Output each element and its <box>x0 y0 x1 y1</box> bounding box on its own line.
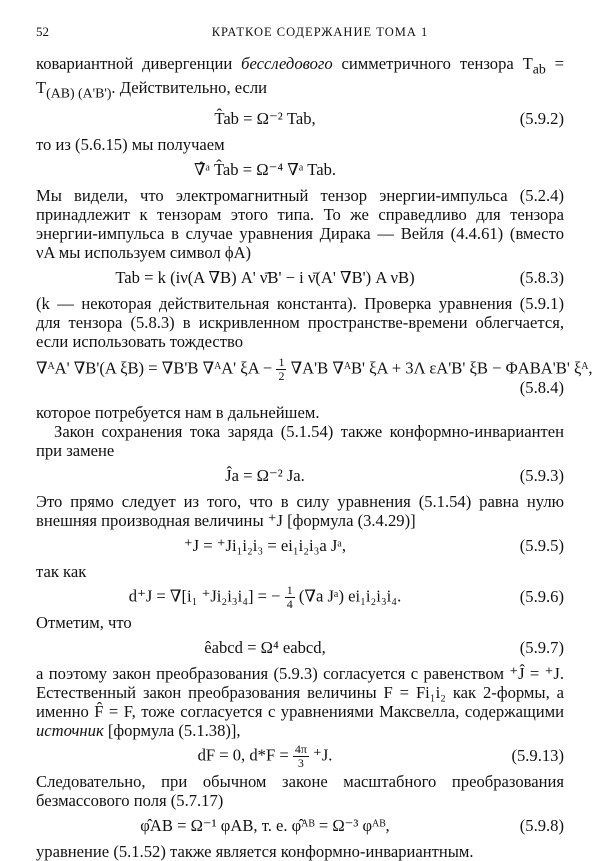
page-number: 52 <box>36 24 49 39</box>
paragraph-10: а поэтому закон преобразования (5.9.3) согласуется с равенством ⁺Ĵ = ⁺J. Естественный закон преобразования величины F = Fi₁i₂ как 2-формы, а именно F̂ = F, тоже согласуется с уравнениями Максвелла, содержащими источник [формула (5.1.38)], <box>36 663 564 740</box>
paragraph-11: Следовательно, при обычном законе масштабного преобразования безмассового поля (5.7.17) <box>36 771 564 810</box>
equation-formula: d⁺J = ∇[i₁ ⁺Ji₂i₃i₄] = − $\frac{1}{4}$ (∇a Jᵃ) ei₁i₂i₃i₄. <box>128 582 402 611</box>
fraction: $\frac{1}{4}$ <box>286 582 293 611</box>
equation-number: (5.9.8) <box>519 815 564 835</box>
italic-term: бесследового <box>241 54 333 73</box>
equation-formula: êabcd = Ω⁴ eabcd, <box>204 637 326 657</box>
equation-5-9-3 <box>36 461 564 491</box>
equation-formula: φ̂AB = Ω⁻¹ φAB, т. е. φ̂ᴬᴮ = Ω⁻³ φᴬᴮ, <box>140 815 390 835</box>
equation-formula: ⁺J = ⁺Ji₁i₂i₃ = ei₁i₂i₃a Jᵃ, <box>183 535 347 555</box>
equation-formula: ∇ᴬA' ∇B'(A ξB) = ∇B'B ∇ᴬA' ξA − $\frac{1}{2}$ ∇A'B ∇ᴬB' ξA + 3Λ εA'B' ξB − ΦABA'B' ξᴬ, <box>36 354 593 383</box>
equation-unnumbered-1 <box>36 155 564 185</box>
equation-formula: ∇̂ᵃ T̂ab = Ω⁻⁴ ∇ᵃ Tab. <box>193 159 337 179</box>
page-body <box>36 54 593 861</box>
equation-number: (5.8.3) <box>519 267 564 287</box>
equation-number: (5.9.2) <box>519 108 564 128</box>
equation-5-9-13 <box>36 741 564 771</box>
equation-number: (5.9.3) <box>519 465 564 485</box>
equation-5-9-5 <box>36 531 564 561</box>
page-header <box>36 24 564 40</box>
paragraph-7: Это прямо следует из того, что в силу уравнения (5.1.54) равна нулю внешняя производная величины ⁺J [формула (3.4.29)] <box>36 491 564 530</box>
paragraph-6: Закон сохранения тока заряда (5.1.54) также конформно-инвариантен при замене <box>36 421 564 460</box>
paragraph-2: то из (5.6.15) мы получаем <box>36 134 225 154</box>
paragraph-1: ковариантной дивергенции бесследового симметричного тензора $T_{ab} = T_{(AB) (A'B')}$. Действительно, если <box>36 54 564 101</box>
equation-number: (5.9.6) <box>519 586 564 606</box>
equation-number: (5.9.13) <box>511 745 564 765</box>
equation-5-8-4 <box>36 352 593 402</box>
equation-5-8-3 <box>36 263 564 293</box>
fraction: $\frac{1}{2}$ <box>278 354 285 383</box>
paragraph-8: так как <box>36 561 87 581</box>
equation-5-9-7 <box>36 633 564 663</box>
paragraph-3: Мы видели, что электромагнитный тензор энергии-импульса (5.2.4) принадлежит к тензорам этого типа. То же справедливо для тензора энергии-импульса в случае уравнения Дирака — Вейля (4.4.61) (вместо νA мы используем символ ϕA) <box>36 185 564 262</box>
paragraph-9: Отметим, что <box>36 612 132 632</box>
equation-number: (5.9.7) <box>519 637 564 657</box>
paragraph-12: уравнение (5.1.52) также является конформно-инвариантным. <box>36 841 474 861</box>
equation-number: (5.9.5) <box>519 535 564 555</box>
equation-formula: dF = 0, d*F = $\frac{4\pi}{3}$ ⁺J. <box>197 741 333 770</box>
equation-5-9-6 <box>36 582 564 612</box>
paragraph-4: (k — некоторая действительная константа). Проверка уравнения (5.9.1) для тензора (5.8.3) в искривленном пространстве-времени облегчается, если использовать тождество <box>36 293 564 351</box>
running-title: КРАТКОЕ СОДЕРЖАНИЕ ТОМА 1 <box>211 25 429 39</box>
equation-formula: Ĵa = Ω⁻² Ja. <box>225 465 305 485</box>
paragraph-5: которое потребуется нам в дальнейшем. <box>36 402 320 422</box>
equation-5-9-8 <box>36 811 564 841</box>
equation-formula: Tab = k (iν(A ∇B) A' ν̄B' − i ν̄(A' ∇B') A νB) <box>115 267 415 287</box>
italic-term: источник <box>36 720 104 740</box>
equation-formula: T̂ab = Ω⁻² Tab, <box>214 108 316 128</box>
equation-5-9-2 <box>36 104 564 134</box>
fraction: $\frac{4\pi}{3}$ <box>294 741 307 770</box>
equation-number: (5.8.4) <box>519 377 564 397</box>
